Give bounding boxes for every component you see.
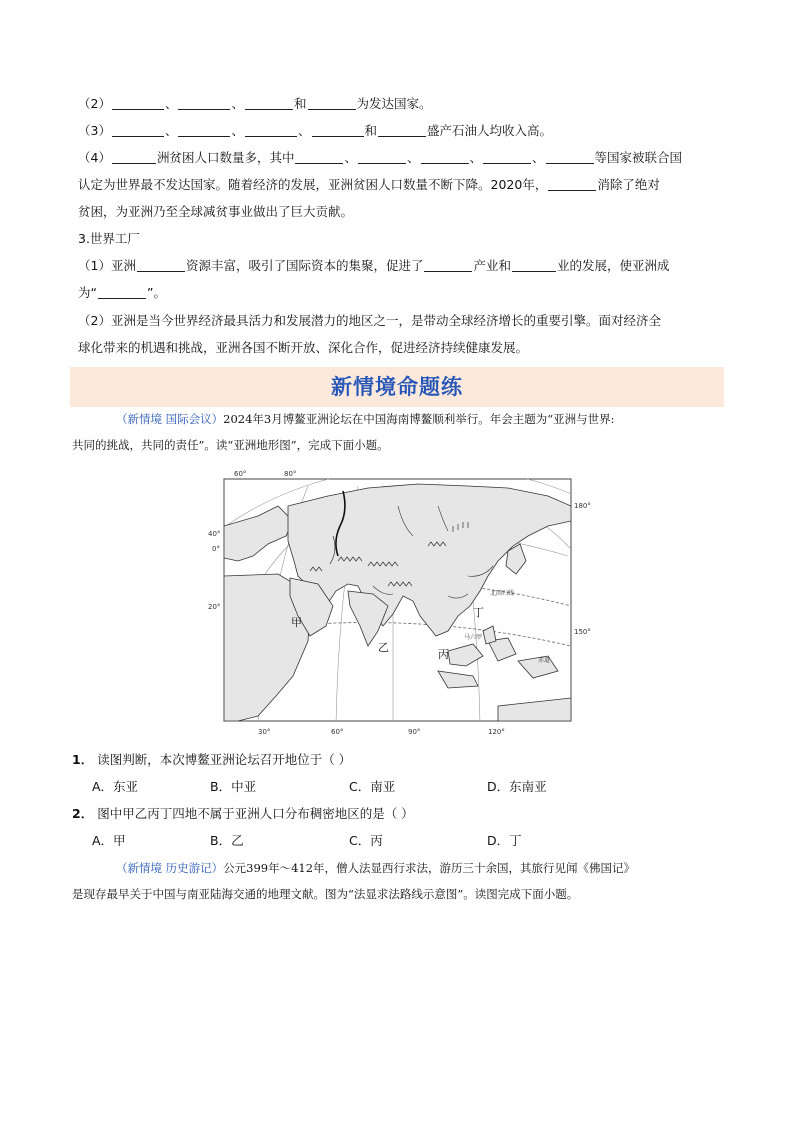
section-banner: 新情境命题练: [70, 367, 724, 407]
place-label: 丙: [438, 648, 449, 661]
option-c[interactable]: C．南亚: [349, 779, 396, 794]
section-title-world-factory: 3.世界工厂: [78, 231, 140, 246]
blank[interactable]: [98, 284, 146, 299]
intro-2-line-1: （新情境 历史游记）公元399年～412年，僧人法显西行求法，游历三十余国，其旅行见闻《佛国记》: [116, 861, 636, 875]
para-s3-2b: 球化带来的机遇和挑战，亚洲各国不断开放、深化合作，促进经济持续健康发展。: [78, 340, 529, 355]
lon-label: 30°: [258, 728, 271, 736]
place-label: 丁: [473, 606, 484, 619]
fill-line-3: （3） 、 、 、 和 盛产石油人均收入高。: [78, 123, 553, 138]
option-d[interactable]: D．丁: [487, 833, 522, 848]
equator-label: 赤道: [538, 657, 551, 664]
blank[interactable]: [308, 95, 356, 110]
lat-label: 0°: [212, 545, 220, 553]
tropic-label: 北回归线: [490, 590, 515, 597]
blank[interactable]: [178, 95, 230, 110]
place-label: 乙: [378, 641, 389, 654]
fill-line-4a: （4） 洲贫困人口数量多，其中 、 、 、 、 等国家被联合国: [78, 150, 683, 165]
blank[interactable]: [424, 257, 472, 272]
blank[interactable]: [483, 149, 531, 164]
fill-line-4b: 认定为世界最不发达国家。随着经济的发展，亚洲贫困人口数量不断下降。2020年， 消除了绝对: [78, 177, 660, 192]
option-a[interactable]: A．东亚: [92, 779, 139, 794]
option-b[interactable]: B．乙: [210, 833, 244, 848]
lon-label: 60°: [331, 728, 344, 736]
blank[interactable]: [112, 95, 164, 110]
edge-label: 180°: [574, 502, 591, 510]
blank[interactable]: [137, 257, 185, 272]
question-2: 2． 图中甲乙丙丁四地不属于亚洲人口分布稠密地区的是（ ）: [72, 806, 414, 821]
place-label: 甲: [291, 616, 302, 629]
asia-terrain-map: [198, 466, 598, 741]
blank[interactable]: [295, 149, 343, 164]
fill-line-2: （2） 、 、 和 为发达国家。: [78, 96, 432, 111]
blank[interactable]: [178, 122, 230, 137]
fill-line-s3-1a: （1）亚洲 资源丰富，吸引了国际资本的集聚，促进了 产业和 业的发展，使亚洲成: [78, 258, 670, 273]
intro-1-line-2: 共同的挑战，共同的责任”。读“亚洲地形图”，完成下面小题。: [72, 438, 389, 452]
blank[interactable]: [512, 257, 556, 272]
intro-tag: （新情境 历史游记）: [116, 861, 224, 875]
option-a[interactable]: A．甲: [92, 833, 126, 848]
blank[interactable]: [378, 122, 426, 137]
blank[interactable]: [548, 176, 596, 191]
lat-label: 20°: [208, 603, 221, 611]
lon-label: 90°: [408, 728, 421, 736]
blank[interactable]: [112, 149, 156, 164]
option-c[interactable]: C．丙: [349, 833, 383, 848]
blank[interactable]: [358, 149, 406, 164]
fill-line-4c: 贫困，为亚洲乃至全球减贫事业做出了巨大贡献。: [78, 204, 354, 219]
lon-label: 60°: [234, 470, 247, 478]
lat-label: 40°: [208, 530, 221, 538]
blank[interactable]: [112, 122, 164, 137]
blank[interactable]: [312, 122, 364, 137]
para-s3-2a: （2）亚洲是当今世界经济最具活力和发展潜力的地区之一，是带动全球经济增长的重要引擎。面对经济全: [78, 313, 661, 328]
option-d[interactable]: D．东南亚: [487, 779, 547, 794]
intro-1-line-1: （新情境 国际会议）2024年3月博鳌亚洲论坛在中国海南博鳌顺利举行。年会主题为“亚洲与世界:: [116, 412, 615, 426]
question-1: 1． 读图判断，本次博鳌亚洲论坛召开地位于（ ）: [72, 752, 352, 767]
blank[interactable]: [421, 149, 469, 164]
blank[interactable]: [245, 122, 297, 137]
blank[interactable]: [245, 95, 293, 110]
fill-line-s3-1b: 为“ ”。: [78, 285, 166, 300]
intro-2-line-2: 是现存最早关于中国与南亚陆海交通的地理文献。图为“法显求法路线示意图”。读图完成下面小题。: [72, 887, 579, 901]
lon-label: 80°: [284, 470, 297, 478]
intro-tag: （新情境 国际会议）: [116, 412, 224, 426]
strait-label: 马六甲: [464, 634, 483, 641]
lon-label: 120°: [488, 728, 505, 736]
edge-label: 150°: [574, 628, 591, 636]
option-b[interactable]: B．中亚: [210, 779, 257, 794]
blank[interactable]: [546, 149, 594, 164]
